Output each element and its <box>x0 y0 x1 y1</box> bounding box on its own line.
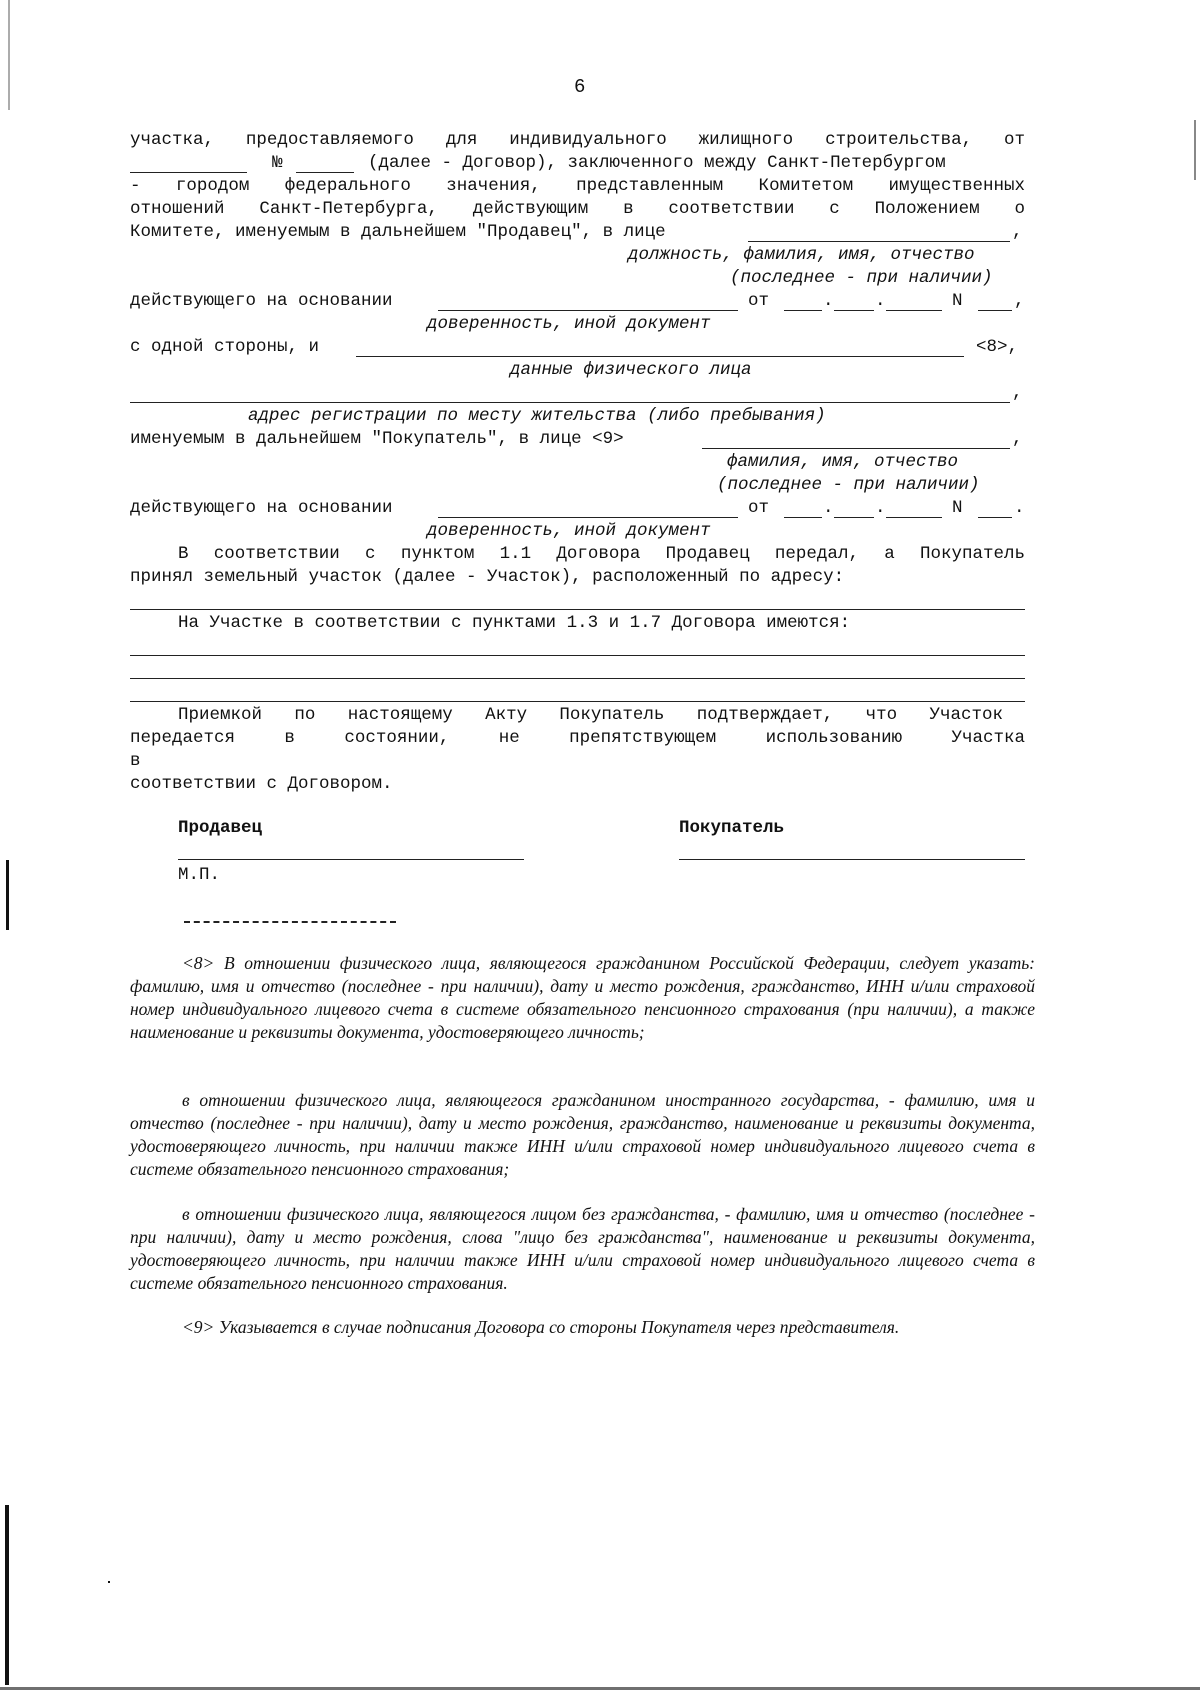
footnote-ref-8: <8>, <box>976 337 1019 357</box>
footnote-8 <box>130 952 1035 1044</box>
footnote-separator <box>184 921 396 923</box>
seller-signature-line <box>178 859 524 860</box>
number-sign: № <box>272 153 283 173</box>
blank-line-basis <box>438 517 738 518</box>
caption-basis: доверенность, иной документ <box>427 314 711 334</box>
date-dot: . <box>823 291 834 311</box>
footnote-8-stateless <box>130 1203 1035 1295</box>
scan-edge-mark <box>5 1505 9 1685</box>
scan-edge-mark <box>8 0 10 110</box>
blank-line-year <box>886 310 942 311</box>
blank-line-objects <box>130 701 1025 702</box>
footnote-9 <box>130 1316 1035 1339</box>
date-dot: . <box>823 498 834 518</box>
acceptance-line: Приемкой по настоящему Акту Покупатель подтверждает, что Участок <box>178 705 1003 725</box>
body-line: участка, предоставляемого для индивидуального жилищного строительства, от <box>130 130 1025 150</box>
acceptance-line: передается в состоянии, не препятствующем использованию Участка <box>130 728 1025 748</box>
one-side-label: с одной стороны, и <box>130 337 320 357</box>
blank-line-objects <box>130 655 1025 656</box>
blank-line-buyer-rep <box>702 448 1010 449</box>
body-line: - городом федерального значения, представленным Комитетом имущественных <box>130 176 1025 196</box>
footnote-8-text: <8> В отношении физического лица, являющегося гражданином Российской Федерации, следует указать: фамилию, имя и отчество (последнее - при наличии), дату и место рождения, гражданство, ИНН и/или страховой номер индивидуального лицевого счета в системе обязательного пенсионного страхования (при наличии), а также наименование и реквизиты документа, удостоверяющего личность; <box>130 953 1035 1042</box>
date-dot: . <box>875 291 886 311</box>
on-plot-line: На Участке в соответствии с пунктами 1.3 и 1.7 Договора имеются: <box>178 613 851 633</box>
blank-line-number <box>296 172 354 173</box>
caption-fio: фамилия, имя, отчество <box>727 452 959 472</box>
body-line: отношений Санкт-Петербурга, действующим в соответствии с Положением о <box>130 199 1025 219</box>
blank-line-day <box>784 517 822 518</box>
comma: , <box>1012 429 1023 449</box>
caption-basis: доверенность, иной документ <box>427 521 711 541</box>
blank-line-objects <box>130 678 1025 679</box>
footnote-8-foreign <box>130 1089 1035 1181</box>
scan-speck <box>108 1581 110 1583</box>
caption-individual: данные физического лица <box>510 360 752 380</box>
transfer-line: В соответствии с пунктом 1.1 Договора Продавец передал, а Покупатель <box>178 544 1025 564</box>
blank-line-date <box>130 172 247 173</box>
scan-edge-mark <box>6 860 9 930</box>
caption-fio-note: (последнее - при наличии) <box>717 475 980 495</box>
caption-position: должность, фамилия, имя, отчество <box>628 245 975 265</box>
seal-label: М.П. <box>178 865 221 885</box>
buyer-signature-line <box>679 859 1025 860</box>
footnote-8-stateless-text: в отношении физического лица, являющегося лицом без гражданства, - фамилию, имя и отчество (последнее - при наличии), дату и место рождения, слова "лицо без гражданства", наименование и реквизиты документа, удостоверяющего личность, при наличии также ИНН и/или страховой номер индивидуального лицевого счета в системе обязательного пенсионного страхования. <box>130 1204 1035 1293</box>
blank-line-individual <box>356 356 964 357</box>
blank-line-plot-address <box>130 609 1025 610</box>
blank-line-representative <box>748 241 1010 242</box>
basis-label: действующего на основании <box>130 291 393 311</box>
buyer-line: именуемым в дальнейшем "Покупатель", в лице <9> <box>130 429 624 449</box>
comma: , <box>1012 222 1023 242</box>
blank-line-month <box>834 310 874 311</box>
body-line: (далее - Договор), заключенного между Санкт-Петербургом <box>368 153 946 173</box>
number-label: N <box>952 498 963 518</box>
blank-line-month <box>834 517 874 518</box>
blank-line-address <box>130 402 1010 403</box>
seller-signature-label: Продавец <box>178 818 263 838</box>
blank-line-doc-number <box>978 310 1012 311</box>
number-label: N <box>952 291 963 311</box>
blank-line-day <box>784 310 822 311</box>
blank-line-basis <box>438 310 738 311</box>
transfer-line: принял земельный участок (далее - Участок), расположенный по адресу: <box>130 567 845 587</box>
scan-edge-mark <box>1194 120 1196 180</box>
body-line: Комитете, именуемым в дальнейшем "Продавец", в лице <box>130 222 666 242</box>
date-dot: . <box>875 498 886 518</box>
acceptance-line: в <box>130 751 141 771</box>
date-from-label: от <box>748 498 770 518</box>
acceptance-line: соответствии с Договором. <box>130 774 393 794</box>
footnote-9-text: <9> Указывается в случае подписания Договора со стороны Покупателя через представителя. <box>182 1317 900 1337</box>
page-number: 6 <box>574 76 586 98</box>
caption-address: адрес регистрации по месту жительства (либо пребывания) <box>248 406 826 426</box>
date-from-label: от <box>748 291 770 311</box>
comma: , <box>1014 291 1025 311</box>
blank-line-year <box>886 517 942 518</box>
comma: , <box>1012 383 1023 403</box>
caption-position-note: (последнее - при наличии) <box>730 268 993 288</box>
period: . <box>1014 498 1025 518</box>
footnote-8-foreign-text: в отношении физического лица, являющегося гражданином иностранного государства, - фамилию, имя и отчество (последнее - при наличии), дату и место рождения, гражданство, наименование и реквизиты документа, удостоверяющего личность, при наличии также ИНН и/или страховой номер индивидуального лицевого счета в системе обязательного пенсионного страхования; <box>130 1090 1035 1179</box>
blank-line-doc-number <box>978 517 1012 518</box>
basis-label: действующего на основании <box>130 498 393 518</box>
buyer-signature-label: Покупатель <box>679 818 785 838</box>
